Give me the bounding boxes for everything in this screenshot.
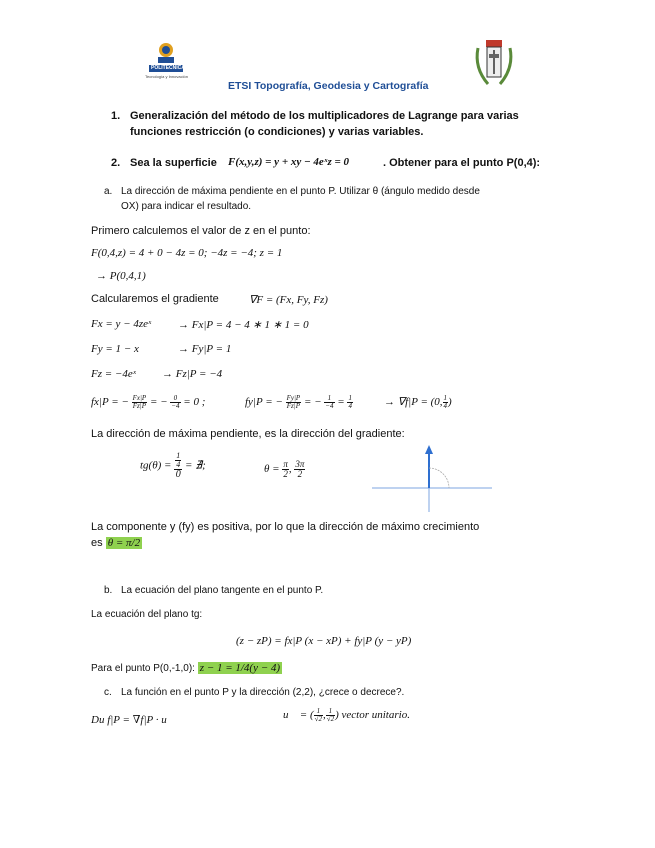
- fy-partial-equation: [245, 395, 353, 410]
- conclusion-answer: θ = π/2: [107, 537, 141, 549]
- fx-partial-mid: = −: [149, 396, 168, 409]
- part-a-line1: La dirección de máxima pendiente en el punto P. Utilizar θ (ángulo medido desde: [121, 186, 480, 197]
- item2-number: 2.: [111, 157, 121, 169]
- tg-rhs: = ∄;: [184, 459, 206, 472]
- fy-partial-num: Fy|P: [286, 394, 301, 402]
- gradient-direction-diagram: [372, 442, 496, 518]
- tangent-theta-equation: [140, 452, 206, 480]
- fy-definition: Fy = 1 − x: [91, 343, 139, 355]
- fz-definition: Fz = −4eˣ: [91, 368, 136, 380]
- unit-d2: √2: [326, 715, 335, 723]
- tangent-plane-equation: (z − zP) = fx|P (x − xP) + fy|P (y − yP): [236, 635, 412, 647]
- fy-partial-num3: 1: [348, 394, 352, 402]
- theta-n2: 3π: [295, 459, 305, 469]
- eq-gradient: ∇F = (Fx, Fy, Fz): [249, 294, 328, 306]
- part-a-line2: OX) para indicar el resultado.: [121, 201, 252, 212]
- fx-partial-den: Fz|P: [132, 402, 146, 410]
- theta-lhs: θ =: [264, 463, 280, 476]
- part-c-title: La función en el punto P y la dirección (2,2), ¿crece o decrece?.: [121, 687, 405, 698]
- eq-z: F(0,4,z) = 4 + 0 − 4z = 0; −4z = −4; z = 1: [91, 247, 283, 259]
- fx-partial-den2: −4: [171, 402, 180, 410]
- tg-num-den: 4: [176, 460, 181, 469]
- gradient-result-prefix: → ∇f|P = (0,: [384, 396, 443, 409]
- fx-partial-num: Fx|P: [132, 394, 147, 402]
- gradient-result-suffix: ): [448, 396, 452, 409]
- part-b-title: La ecuación del plano tangente en el punto P.: [121, 585, 324, 596]
- item2-suffix: . Obtener para el punto P(0,4):: [383, 157, 541, 169]
- unit-vector-prefix: u⃗ = (: [283, 709, 314, 722]
- university-logo: [145, 40, 187, 86]
- conclusion-line1: La componente y (fy) es positiva, por lo que la dirección de máximo crecimiento: [91, 521, 480, 533]
- eq-point: → P(0,4,1): [96, 270, 146, 282]
- item1-number: 1.: [111, 110, 121, 122]
- unit-vector-suffix: ) vector unitario.: [335, 709, 410, 722]
- unit-vector: u⃗ = ( $\frac{1}{√2}$ , $\frac{1}{√2}$ ) vector unitario.: [283, 707, 410, 723]
- logo-text: POLITÉCNICA: [151, 65, 185, 71]
- part-b-answer: z − 1 = 1/4(y − 4): [199, 662, 281, 674]
- part-b-point-prefix: Para el punto P(0,-1,0):: [91, 663, 195, 674]
- fx-partial-end: = 0 ;: [183, 396, 206, 409]
- fx-value: → Fx|P = 4 − 4 ∗ 1 ∗ 1 = 0: [178, 319, 309, 331]
- fy-partial-den: Fz|P: [286, 402, 300, 410]
- item2-formula: F(x,y,z) = y + xy − 4eˣz = 0: [228, 156, 350, 168]
- fx-partial-equation: [91, 395, 205, 410]
- item1-line2: funciones restricción (o condiciones) y varias variables.: [130, 126, 424, 138]
- fz-value: → Fz|P = −4: [162, 368, 223, 380]
- part-a-label: a.: [104, 186, 113, 197]
- theta-d1: 2: [283, 469, 288, 479]
- fy-partial-lhs: fy|P = −: [245, 396, 283, 409]
- fy-partial-den2: −4: [325, 402, 334, 410]
- school-crest-logo: [472, 38, 516, 90]
- part-c-label: c.: [104, 687, 112, 698]
- theta-d2: 2: [297, 469, 303, 479]
- gradient-result: [384, 395, 452, 410]
- theta-values: θ = $\frac{\pi}{2}$ , $\frac{3\pi}{2}$: [264, 459, 305, 479]
- tg-den: 0: [175, 469, 181, 480]
- gradient-result-den: 4: [443, 402, 448, 410]
- fy-partial-mid: = −: [303, 396, 322, 409]
- item2-prefix: Sea la superficie: [130, 157, 217, 169]
- part-b-label: b.: [104, 585, 113, 596]
- header-title: ETSI Topografía, Geodesia y Cartografía: [228, 80, 429, 92]
- directional-derivative: Du f|P = ∇f|P · u⃗: [91, 714, 176, 726]
- part-b-text: La ecuación del plano tg:: [91, 609, 203, 620]
- tg-num: 1: [176, 451, 181, 460]
- fy-value: → Fy|P = 1: [178, 343, 232, 355]
- theta-n1: π: [283, 459, 288, 469]
- fx-definition: Fx = y − 4zeˣ: [91, 318, 152, 330]
- fx-partial-num2: 0: [170, 395, 180, 403]
- conclusion-line2: [91, 537, 142, 549]
- tg-lhs: tg(θ) =: [140, 459, 172, 472]
- item1-line1: Generalización del método de los multiplicadores de Lagrange para varias: [130, 110, 519, 122]
- fx-partial-lhs: fx|P = −: [91, 396, 129, 409]
- unit-d1: √2: [314, 715, 322, 723]
- unit-n1: 1: [314, 708, 323, 716]
- fy-partial-den3: 4: [348, 402, 352, 410]
- conclusion-prefix: es: [91, 537, 103, 549]
- part-b-point: [91, 662, 282, 674]
- fy-partial-eq: =: [337, 396, 345, 409]
- text-gradient: Calcularemos el gradiente: [91, 293, 219, 305]
- fy-partial-num2: 1: [324, 395, 334, 403]
- gradient-result-num: 1: [443, 394, 448, 402]
- unit-n2: 1: [326, 708, 335, 716]
- logo-subtext: Tecnología y Innovación: [145, 74, 188, 79]
- text-direction: La dirección de máxima pendiente, es la dirección del gradiente:: [91, 428, 405, 440]
- text-z: Primero calculemos el valor de z en el punto:: [91, 225, 311, 237]
